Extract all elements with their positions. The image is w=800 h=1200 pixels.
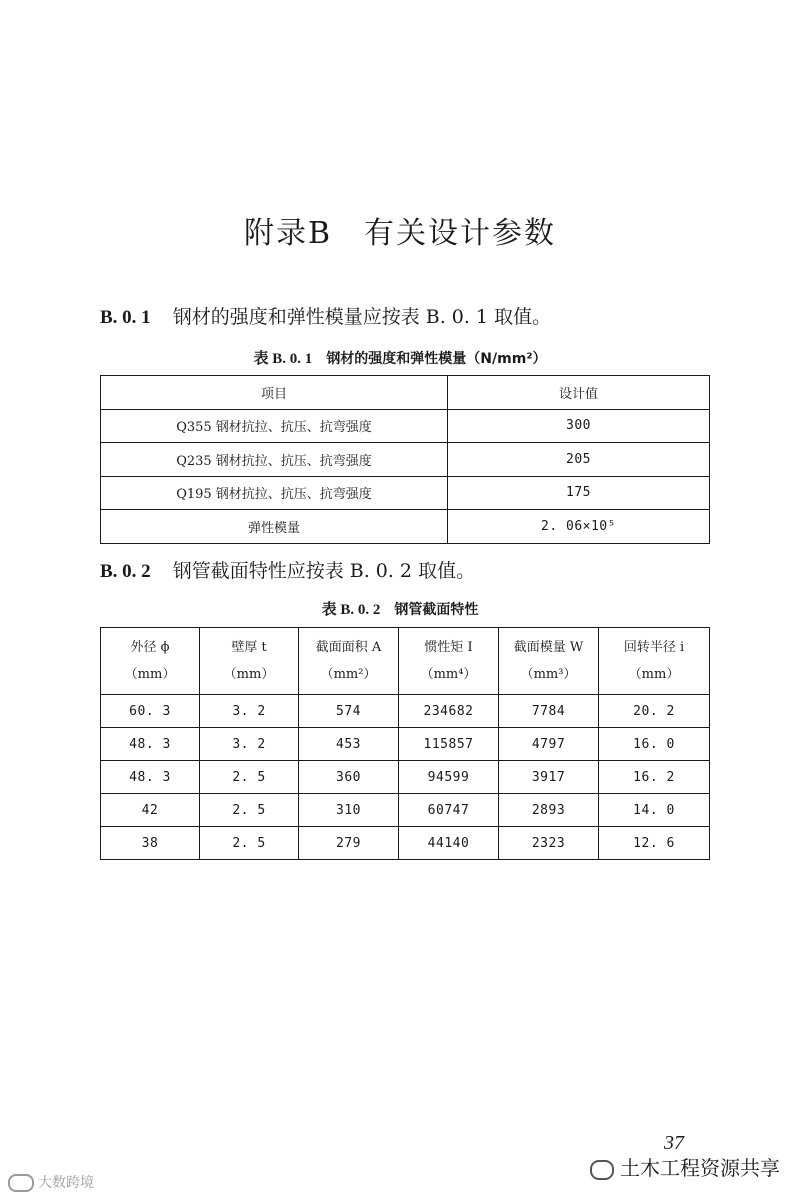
- table-cell: 115857: [399, 728, 499, 761]
- table-cell: Q195 钢材抗拉、抗压、抗弯强度: [101, 476, 448, 510]
- column-header: [499, 628, 599, 695]
- table-header-row: [101, 376, 710, 410]
- page-title: 附录B 有关设计参数: [243, 216, 557, 251]
- header-unit: （mm）: [223, 667, 275, 682]
- header-name: 截面模量 W: [513, 640, 584, 655]
- table-cell: 2. 5: [200, 827, 299, 860]
- header-name: 外径 ϕ: [130, 640, 170, 655]
- table-cell: 44140: [399, 827, 499, 860]
- column-header: [399, 628, 499, 695]
- table-cell: 12. 6: [599, 827, 710, 860]
- table-cell: 弹性模量: [101, 510, 448, 544]
- header-unit: （mm²）: [320, 667, 377, 682]
- table-cell: 2323: [499, 827, 599, 860]
- table-cell: Q235 钢材抗拉、抗压、抗弯强度: [101, 443, 448, 477]
- table-cell: 42: [101, 794, 200, 827]
- steel-strength-table: [100, 375, 710, 544]
- table-row: [101, 510, 710, 544]
- table-row: [101, 443, 710, 477]
- clause-number: B. 0. 1: [100, 307, 151, 328]
- watermark-right-text: 土木工程资源共享: [620, 1156, 780, 1180]
- caption-number: 表 B. 0. 2: [321, 602, 381, 618]
- table-row: [101, 761, 710, 794]
- table-cell: 60747: [399, 794, 499, 827]
- table-cell: 4797: [499, 728, 599, 761]
- table-cell: 205: [448, 443, 710, 477]
- column-header: [299, 628, 399, 695]
- table-cell: 3. 2: [200, 728, 299, 761]
- table-cell: 16. 0: [599, 728, 710, 761]
- table-cell: 38: [101, 827, 200, 860]
- table-b01-caption: [0, 347, 800, 368]
- clause-text: 钢管截面特性应按表 B. 0. 2 取值。: [172, 560, 476, 582]
- table-b02-caption: [0, 598, 800, 619]
- table-cell: 310: [299, 794, 399, 827]
- table-cell: 3917: [499, 761, 599, 794]
- table-cell: 16. 2: [599, 761, 710, 794]
- clause-b01: [100, 302, 551, 329]
- table-cell: 3. 2: [200, 695, 299, 728]
- table-cell: 60. 3: [101, 695, 200, 728]
- watermark-left-text: 大数跨境: [38, 1175, 94, 1191]
- table-row: [101, 728, 710, 761]
- table-cell: 20. 2: [599, 695, 710, 728]
- table-row: [101, 476, 710, 510]
- caption-number: 表 B. 0. 1: [253, 351, 313, 367]
- caption-text: 钢材的强度和弹性模量（N/mm²）: [326, 351, 547, 367]
- caption-text: 钢管截面特性: [394, 602, 479, 618]
- wechat-icon: [590, 1160, 614, 1180]
- column-header: [200, 628, 299, 695]
- table-row: [101, 794, 710, 827]
- table-cell: 2. 5: [200, 761, 299, 794]
- table-cell: 2. 06×10⁵: [448, 510, 710, 544]
- logo-icon: [8, 1174, 34, 1192]
- column-header: [101, 628, 200, 695]
- table-cell: 2. 5: [200, 794, 299, 827]
- header-name: 截面面积 A: [315, 640, 382, 655]
- header-unit: （mm）: [124, 667, 176, 682]
- table-cell: 7784: [499, 695, 599, 728]
- header-name: 壁厚 t: [231, 640, 267, 655]
- clause-b02: [100, 556, 475, 583]
- table-cell: 279: [299, 827, 399, 860]
- table-row: [101, 827, 710, 860]
- table-cell: Q355 钢材抗拉、抗压、抗弯强度: [101, 409, 448, 443]
- header-unit: （mm）: [628, 667, 680, 682]
- table-cell: 360: [299, 761, 399, 794]
- table-cell: 2893: [499, 794, 599, 827]
- table-cell: 94599: [399, 761, 499, 794]
- header-name: 回转半径 i: [623, 640, 685, 655]
- steel-tube-section-table: [100, 627, 710, 860]
- column-header: 设计值: [448, 376, 710, 410]
- column-header: [599, 628, 710, 695]
- clause-number: B. 0. 2: [100, 561, 151, 582]
- table-cell: 234682: [399, 695, 499, 728]
- table-cell: 453: [299, 728, 399, 761]
- watermark-left: [8, 1172, 94, 1192]
- table-cell: 48. 3: [101, 728, 200, 761]
- table-cell: 14. 0: [599, 794, 710, 827]
- column-header: 项目: [101, 376, 448, 410]
- table-cell: 48. 3: [101, 761, 200, 794]
- table-cell: 175: [448, 476, 710, 510]
- header-name: 惯性矩 I: [424, 640, 473, 655]
- page-number: 37: [664, 1132, 684, 1154]
- table-header-row: [101, 628, 710, 695]
- table-row: [101, 409, 710, 443]
- table-row: [101, 695, 710, 728]
- clause-text: 钢材的强度和弹性模量应按表 B. 0. 1 取值。: [172, 306, 552, 328]
- table-cell: 574: [299, 695, 399, 728]
- table-cell: 300: [448, 409, 710, 443]
- header-unit: （mm³）: [520, 667, 577, 682]
- watermark-right: [590, 1152, 780, 1181]
- header-unit: （mm⁴）: [420, 667, 477, 682]
